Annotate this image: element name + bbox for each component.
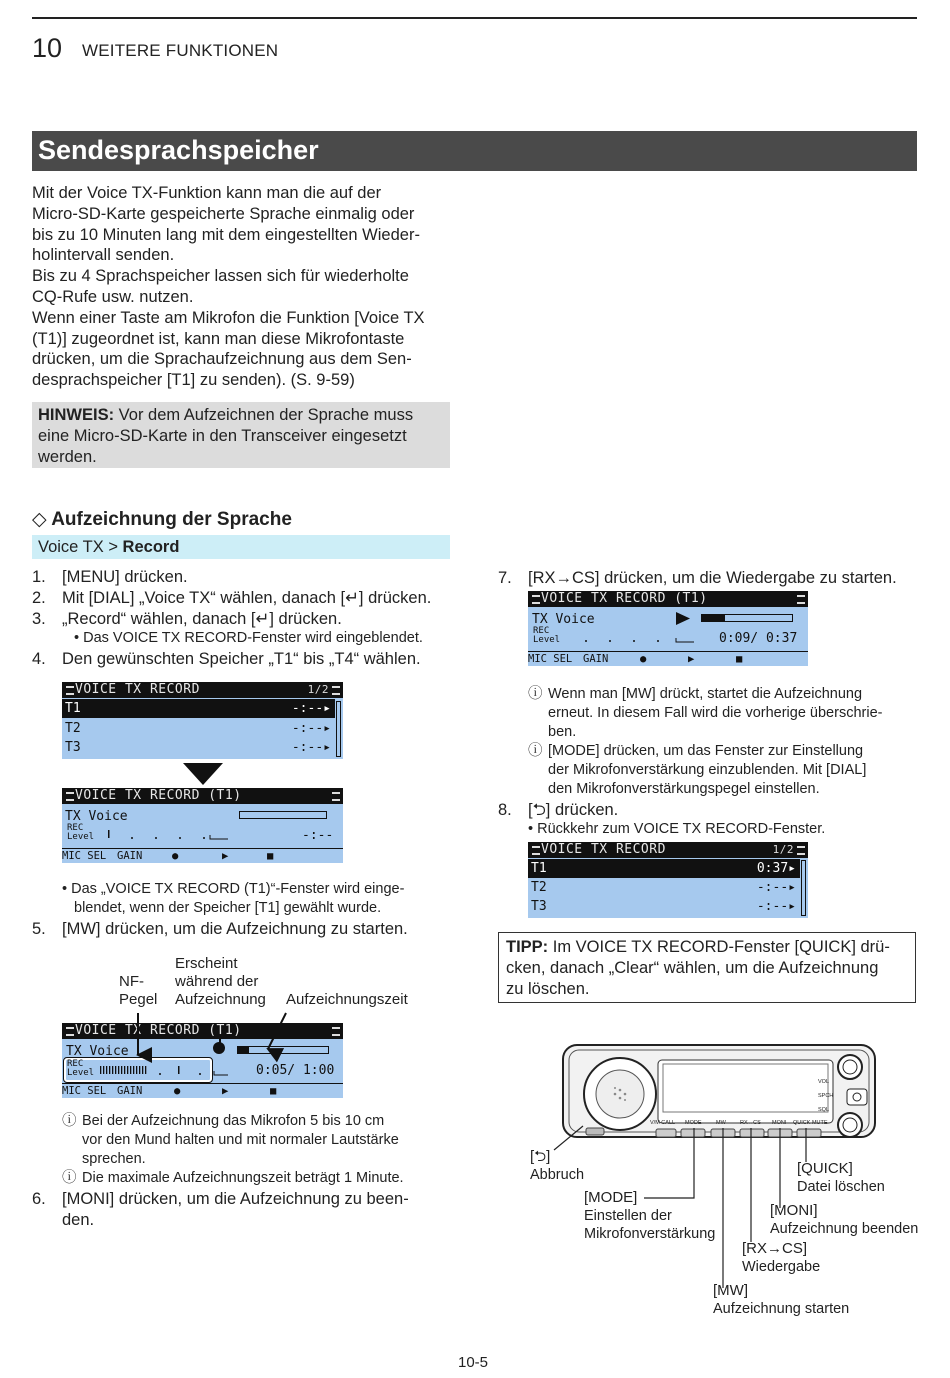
stop-softkey[interactable]: ■ bbox=[267, 850, 274, 862]
diamond-icon: ◇ bbox=[32, 509, 47, 530]
sql-label: SQL bbox=[818, 1107, 830, 1113]
lcd-row-t1[interactable] bbox=[62, 699, 335, 718]
level-label: Level bbox=[67, 832, 95, 842]
lcd-row-t3[interactable] bbox=[62, 738, 335, 757]
rec-level-label bbox=[533, 627, 560, 645]
radio-side-labels bbox=[818, 1075, 833, 1117]
step-number: 4. bbox=[32, 650, 46, 668]
lcd-record-list bbox=[62, 682, 343, 759]
section-title: Sendesprachspeicher bbox=[32, 131, 917, 171]
lcd-scrollbar bbox=[801, 860, 806, 916]
intro-line: Micro-SD-Karte gespeicherte Sprache einmalig oder bbox=[32, 204, 415, 223]
lcd-header bbox=[528, 842, 808, 858]
callout-arrows bbox=[110, 1005, 300, 1065]
lcd-title: VOICE TX RECORD (T1) bbox=[541, 591, 708, 606]
key-name: [RX→CS] bbox=[742, 1240, 808, 1257]
tip-box bbox=[498, 932, 916, 1003]
tip-text: Im VOICE TX RECORD-Fenster [QUICK] drü- bbox=[548, 938, 890, 956]
down-arrow-icon bbox=[183, 763, 223, 785]
step-8-bullet: • Rückkehr zum VOICE TX RECORD-Fenster. bbox=[528, 821, 826, 837]
lcd-row-t2[interactable] bbox=[528, 878, 800, 897]
subsection-heading bbox=[32, 508, 292, 532]
rec-label: REC bbox=[67, 823, 84, 833]
lcd-playback bbox=[528, 591, 808, 666]
lcd-footer bbox=[528, 651, 808, 665]
lcd-footer bbox=[62, 848, 343, 862]
note-text: Die maximale Aufzeichnungszeit beträgt 1 Minute. bbox=[82, 1170, 404, 1186]
callout-erscheint bbox=[175, 955, 266, 1009]
key-desc: Aufzeichnung beenden bbox=[770, 1221, 919, 1237]
row-value: -:--▸ bbox=[756, 880, 796, 895]
key-name: [MODE] bbox=[584, 1189, 638, 1206]
menu-path-prefix: Voice TX > bbox=[38, 538, 123, 556]
info-icon: ⓘ bbox=[528, 686, 543, 702]
lcd-record-t1 bbox=[62, 788, 343, 863]
mic-sel-softkey[interactable]: MIC SEL bbox=[528, 653, 573, 665]
bullet-line: • Das „VOICE TX RECORD (T1)“-Fenster wird einge- bbox=[62, 881, 405, 897]
lcd-title: VOICE TX RECORD (T1) bbox=[75, 788, 242, 803]
step-number: 1. bbox=[32, 568, 46, 586]
bullet-line: blendet, wenn der Speicher [T1] gewählt wurde. bbox=[74, 900, 382, 916]
lcd-header bbox=[528, 591, 808, 607]
note-text: ben. bbox=[548, 724, 577, 740]
tip-text: cken, danach „Clear“ wählen, um die Aufzeichnung bbox=[506, 958, 879, 977]
lcd-row-t2[interactable] bbox=[62, 719, 335, 738]
mic-sel-softkey[interactable]: MIC SEL bbox=[62, 1085, 107, 1097]
callout-text: Erscheint bbox=[175, 955, 238, 972]
row-name: T1 bbox=[65, 701, 81, 716]
mic-sel-softkey[interactable]: MIC SEL bbox=[62, 850, 107, 862]
intro-line: (T1)] zugeordnet ist, kann man diese Mikrofontaste bbox=[32, 329, 405, 348]
row-value: -:--▸ bbox=[291, 740, 331, 755]
step-text: „Record“ wählen, danach [↵] drücken. bbox=[62, 610, 342, 628]
lcd-time: 0:09/ 0:37 bbox=[719, 631, 798, 646]
intro-line: Wenn einer Taste am Mikrofon die Funktion [Voice TX bbox=[32, 308, 425, 327]
rec-label: REC bbox=[67, 1059, 84, 1069]
tip-label: TIPP: bbox=[506, 938, 549, 956]
play-softkey[interactable]: ▶ bbox=[222, 1085, 229, 1097]
step-text: Den gewünschten Speicher „T1“ bis „T4“ wählen. bbox=[62, 650, 421, 668]
info-icon: ⓘ bbox=[62, 1170, 77, 1186]
note-text: der Mikrofonverstärkung einzublenden. Mit [DIAL] bbox=[548, 762, 867, 778]
chapter-title: WEITERE FUNKTIONEN bbox=[82, 41, 279, 60]
lcd-footer bbox=[62, 1083, 343, 1097]
lcd-row-t1[interactable] bbox=[528, 859, 800, 878]
step-number: 2. bbox=[32, 589, 46, 607]
info-icon: ⓘ bbox=[528, 743, 543, 759]
play-softkey[interactable]: ▶ bbox=[688, 653, 695, 665]
tip-text: zu löschen. bbox=[506, 979, 590, 998]
moni-key[interactable]: MONI bbox=[772, 1120, 787, 1126]
label-rxcs-key bbox=[742, 1240, 820, 1276]
row-value: -:--▸ bbox=[291, 701, 331, 716]
chapter-number: 10 bbox=[32, 33, 63, 63]
key-name: [MONI] bbox=[770, 1202, 818, 1219]
lcd-record-list-2 bbox=[528, 842, 808, 918]
hinweis-text: Vor dem Aufzeichnen der Sprache muss bbox=[114, 406, 414, 424]
row-name: T2 bbox=[531, 880, 547, 895]
lcd-header bbox=[62, 682, 343, 698]
step-number: 3. bbox=[32, 610, 46, 628]
note-text: Wenn man [MW] drückt, startet die Aufzeichnung bbox=[548, 686, 863, 702]
step-text: [RX→CS] drücken, um die Wiedergabe zu starten. bbox=[528, 569, 897, 587]
progress-bar bbox=[239, 811, 327, 819]
info-icon: ⓘ bbox=[62, 1113, 77, 1129]
lcd-title: VOICE TX RECORD (T1) bbox=[75, 1023, 242, 1038]
step-number: 7. bbox=[498, 569, 512, 587]
row-value: -:--▸ bbox=[291, 721, 331, 736]
quick-key[interactable]: QUICK MUTE bbox=[793, 1120, 828, 1126]
mode-key[interactable]: MODE bbox=[685, 1120, 702, 1126]
step-3-bullet: • Das VOICE TX RECORD-Fenster wird eingeblendet. bbox=[74, 630, 423, 646]
gain-softkey[interactable]: GAIN bbox=[117, 1085, 143, 1097]
intro-line: CQ-Rufe usw. nutzen. bbox=[32, 287, 194, 306]
row-name: T3 bbox=[65, 740, 81, 755]
callout-nf-pegel bbox=[119, 973, 157, 1009]
play-softkey[interactable]: ▶ bbox=[222, 850, 229, 862]
stop-softkey[interactable]: ■ bbox=[736, 653, 743, 665]
row-name: T1 bbox=[531, 861, 547, 876]
note-text: Bei der Aufzeichnung das Mikrofon 5 bis 10 cm bbox=[82, 1113, 385, 1129]
hinweis-text: werden. bbox=[38, 447, 97, 466]
label-back-key bbox=[530, 1148, 584, 1184]
intro-line: Bis zu 4 Sprachspeicher lassen sich für wiederholte bbox=[32, 267, 409, 286]
lcd-title: VOICE TX RECORD bbox=[75, 682, 200, 697]
spch-label: SPCH bbox=[818, 1093, 834, 1099]
key-desc: Mikrofonverstärkung bbox=[584, 1226, 716, 1242]
vm-call-key[interactable]: V/M CALL bbox=[650, 1120, 676, 1126]
stop-softkey[interactable]: ■ bbox=[270, 1085, 277, 1097]
callout-aufzeichnungszeit: Aufzeichnungszeit bbox=[286, 991, 408, 1008]
record-softkey[interactable]: ● bbox=[172, 850, 179, 862]
key-desc: Einstellen der bbox=[584, 1208, 672, 1224]
gain-softkey[interactable]: GAIN bbox=[583, 653, 609, 665]
rxcs-key[interactable]: RX↔CS bbox=[740, 1120, 761, 1126]
key-desc: Aufzeichnung starten bbox=[713, 1301, 850, 1317]
step-6-cont: den. bbox=[62, 1211, 95, 1229]
rec-level-label bbox=[67, 1060, 94, 1078]
hinweis-text: eine Micro-SD-Karte in den Transceiver eingesetzt bbox=[38, 426, 407, 445]
step-text: [MONI] drücken, um die Aufzeichnung zu been- bbox=[62, 1190, 409, 1208]
level-label: Level bbox=[67, 1068, 95, 1078]
row-name: T2 bbox=[65, 721, 81, 736]
page-number: 10-5 bbox=[458, 1354, 489, 1371]
lcd-page: 1/2 bbox=[772, 843, 794, 856]
callout-text: während der bbox=[175, 973, 259, 990]
label-mode-key bbox=[584, 1189, 715, 1243]
hinweis-box bbox=[32, 402, 450, 468]
lcd-header bbox=[62, 788, 343, 804]
key-desc: Datei löschen bbox=[797, 1179, 885, 1195]
lcd-tx-voice: TX Voice bbox=[66, 1044, 129, 1059]
label-quick-key bbox=[797, 1160, 885, 1196]
note-text: erneut. In diesem Fall wird die vorherige überschrie- bbox=[548, 705, 883, 721]
gain-softkey[interactable]: GAIN bbox=[117, 850, 143, 862]
intro-line: bis zu 10 Minuten lang mit dem eingestellten Wieder- bbox=[32, 225, 420, 244]
lcd-scrollbar bbox=[336, 701, 341, 757]
play-icon bbox=[676, 612, 690, 625]
lcd-page: 1/2 bbox=[307, 683, 329, 696]
record-softkey[interactable]: ● bbox=[640, 653, 647, 665]
lcd-row-t3[interactable] bbox=[528, 897, 800, 916]
step-text: [⮌] drücken. bbox=[528, 801, 619, 819]
intro-line: Mit der Voice TX-Funktion kann man die auf der bbox=[32, 184, 382, 202]
intro-line: drücken, um die Sprachaufzeichnung aus dem Sen- bbox=[32, 350, 412, 369]
header-rule bbox=[32, 17, 917, 19]
callout-text: NF- bbox=[119, 973, 144, 990]
notes-step7 bbox=[528, 685, 923, 799]
lcd-time: 0:05/ 1:00 bbox=[256, 1063, 335, 1078]
lcd-tx-voice: TX Voice bbox=[532, 612, 595, 627]
level-meter bbox=[566, 631, 696, 643]
label-mw-key bbox=[713, 1282, 849, 1318]
step-number: 8. bbox=[498, 801, 512, 819]
row-name: T3 bbox=[531, 899, 547, 914]
intro-text bbox=[32, 183, 452, 391]
key-name: [⮌] bbox=[530, 1148, 551, 1165]
subsection-title: Aufzeichnung der Sprache bbox=[51, 509, 292, 530]
intro-line: desprachspeicher [T1] zu senden). (S. 9-59) bbox=[32, 371, 355, 390]
lcd-tx-voice: TX Voice bbox=[65, 809, 128, 824]
lcd-time: -:-- bbox=[302, 828, 334, 843]
rec-label: REC bbox=[533, 626, 550, 636]
notes-step5 bbox=[62, 1112, 442, 1188]
level-meter bbox=[100, 1063, 230, 1077]
key-desc: Wiedergabe bbox=[742, 1259, 821, 1275]
row-value: -:--▸ bbox=[756, 899, 796, 914]
note-text: vor den Mund halten und mit normaler Lautstärke bbox=[82, 1132, 399, 1148]
step-text: Mit [DIAL] „Voice TX“ wählen, danach [↵] drücken. bbox=[62, 589, 432, 607]
note-text: sprechen. bbox=[82, 1151, 146, 1167]
note-text: [MODE] drücken, um das Fenster zur Einstellung bbox=[548, 743, 864, 759]
menu-path bbox=[32, 535, 450, 559]
lcd-title: VOICE TX RECORD bbox=[541, 842, 666, 857]
key-desc: Abbruch bbox=[530, 1167, 585, 1183]
level-label: Level bbox=[533, 635, 561, 645]
key-name: [MW] bbox=[713, 1282, 748, 1299]
step-text: [MW] drücken, um die Aufzeichnung zu starten. bbox=[62, 920, 408, 938]
hinweis-label: HINWEIS: bbox=[38, 406, 115, 424]
callout-text: Aufzeichnung bbox=[175, 991, 266, 1008]
step-number: 6. bbox=[32, 1190, 46, 1208]
step-number: 5. bbox=[32, 920, 46, 938]
label-moni-key bbox=[770, 1202, 918, 1238]
menu-path-item: Record bbox=[122, 538, 180, 556]
intro-line: holintervall senden. bbox=[32, 246, 175, 265]
mw-key[interactable]: MW bbox=[716, 1120, 726, 1126]
step-text: [MENU] drücken. bbox=[62, 568, 188, 586]
note-text: den Mikrofonverstärkungspegel einstellen. bbox=[548, 781, 820, 797]
level-meter bbox=[100, 828, 230, 840]
bullet-t1-window bbox=[62, 880, 404, 918]
progress-bar bbox=[701, 614, 793, 622]
vol-label: VOL bbox=[818, 1079, 830, 1085]
callout-text: Pegel bbox=[119, 991, 158, 1008]
row-value: 0:37▸ bbox=[756, 861, 796, 876]
record-softkey[interactable]: ● bbox=[174, 1085, 181, 1097]
key-name: [QUICK] bbox=[797, 1160, 853, 1177]
rec-level-label bbox=[67, 824, 94, 842]
